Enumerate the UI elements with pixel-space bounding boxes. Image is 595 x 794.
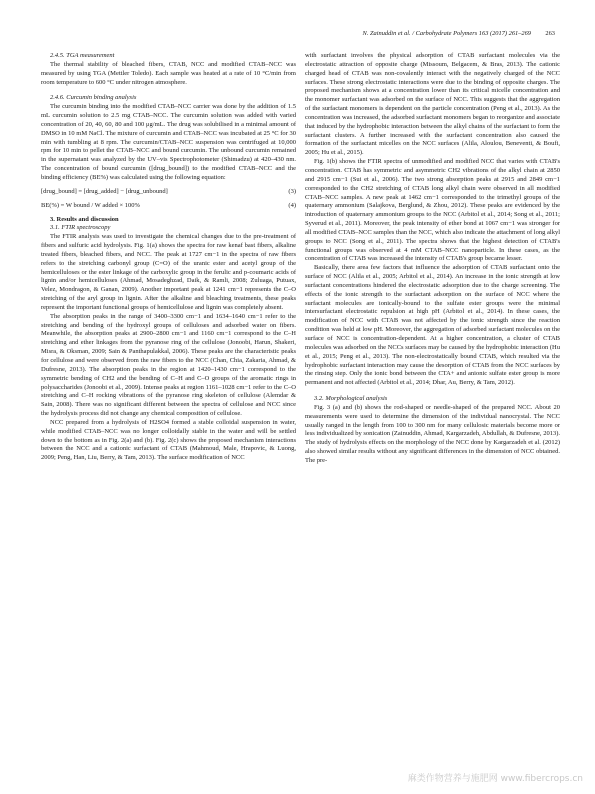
section-heading-ftir: 3.1. FTIR spectroscopy	[50, 224, 111, 232]
paragraph: NCC prepared from a hydrolysis of H2SO4 formed a stable colloidal suspension in water, while modified CTAB–NCC was no longer colloidally stable in the water and will be settled down to the bottom as in Fig. 2(a) and (b). Fig. 2(c) shows the proposed mechanism interactions between the NCC and a cationic surfactant of CTAB (Mahmoud, Male, Hrapovic, & Luong, 2009; Peng, Han, Liu, Berry, & Tam, 2013). The surface modification of NCC	[41, 418, 296, 462]
equation-number: (4)	[288, 201, 296, 209]
watermark: 麻类作物营养与施肥网 www.fibercrops.cn	[407, 774, 583, 784]
paragraph: Fig. 1(b) shows the FTIR spectra of unmodified and modified NCC that varies with CTAB's concentration. CTAB has symmetric and asymmetric CH2 vibrations of the alkyl chain at 2850 and 2915 cm−1 (Sui et al., 2006). The two strong absorption peaks at 2915 and 2849 cm−1 corresponded to the CH2 stretching of CTAB long alkyl chain were observed in all modified CTAB–NCC samples. A new peak at 1462 cm−1 corresponded to the trimethyl groups of the quaternary ammonium (Salajkova, Berglund, & Zhou, 2012). These peaks are evidenced by the introduction of quaternary ammonium groups to the NCC (Arbitol et al., 2014; Song et al., 2011; Syverud et al., 2011). Moreover, the peak intensity of ether bond at 1067 cm−1 was stronger for all modified CTAB–NCC samples than the NCC, which also indicate the attachment of long alkyl groups to NCC (Song et al., 2011). The spectra shows that the highest detection of CTAB's functional groups was observed at 4 mM CTAB–NCC nanoparticle. In these cases, as the concentration of CTAB was increased the intensity of CTAB's group became lesser.	[305, 158, 560, 263]
paragraph: The curcumin binding into the modified CTAB–NCC carrier was done by the addition of 1.5 mL curcumin solution to 2.5 mg CTAB–NCC. The curcumin solution was added with varied concentration of 20, 40, 60, 80 and 100 μg/mL. The drug was solubilised in a minimal amount of DMSO in 10 mM NaCl. The mixture of curcumin and CTAB–NCC was incubated at 25 °C for 30 min with tumbling at 8 rpm. The curcumin/CTAB–NCC suspension was centrifuged at 10,000 rpm for 10 min to pellet the CTAB–NCC and bound curcumin. The unbound curcumin remained in the supernatant was analyzed by the UV–vis Spectrophotometer (Shimadzu) at 420–430 nm. The concentration of bound curcumin ([drug_bound]) to the modified CTAB–NCC and the binding efficiency (BE%) was calculated using the following equation:	[41, 103, 296, 181]
equation-body: BE(%) = W bound / W added × 100%	[41, 201, 140, 209]
paragraph: The absorption peaks in the range of 3400–3300 cm−1 and 1634–1640 cm−1 refer to the stretching and bending of the hydroxyl groups of celluloses and adsorbed water on fibers. Meanwhile, the absorption peaks at 2900–2800 cm−1 and 1160 cm−1 correspond to the C–H stretching and ether linkages from the pyranose ring of the cellulose (Jonoobi, Harun, Shakeri, Misra, & Oksman, 2009; Sain & Panthapulakkal, 2006). These peaks are the characteristic peaks for cellulose and were observed from the raw fibers to the NCC (Chan, Chia, Zakaria, Ahmad, & Dufresne, 2013). The absorption peaks in the region at 1420–1430 cm−1 correspond to the symmetric bending of CH2 and the bending of C–H and C–O groups of the aromatic rings in polysaccharides (Jonoobi et al., 2009). Intense peaks at region 1161–1028 cm−1 refer to the C–O stretching and C–H rocking vibrations of the pyranose ring skeleton of cellulose (Alemdar & Sain, 2008). There was no significant different between the spectra of cellulose and NCC since the hydrolysis process did not change any chemical composition of cellulose.	[41, 312, 296, 418]
left-column	[41, 52, 296, 463]
section-heading-tga: 2.4.5. TGA measurement	[50, 52, 115, 59]
paragraph: The FTIR analysis was used to investigate the chemical changes due to the pre-treatment of fibers and sulfuric acid hydrolysis. Fig. 1(a) shows the spectra for raw kenaf bast fibers, alkaline treated fibers, bleached fibers, and NCC. The peak at 1727 cm−1 in the spectra of raw fibers refers to the stretching carbonyl group (C=O) of the uranic ester and acetyl group of the hemicelluloses or the ester linkage of the carboxylic group in the ferulic and p-coumaric acids of lignin and/or hemicelluloses (Ahmad, Mosadeghzad, Daik, & Ramli, 2008; Zuluaga, Putuax, Velez, Mondragon, & Ganan, 2009). Another important peak at 1241 cm−1 represents the C–O stretching of the aryl group in lignin. After the alkaline and bleaching treatments, these peaks represent the important functional groups of hemicellulose and lignin was completely absent.	[41, 233, 296, 311]
paragraph: Fig. 3 (a) and (b) shows the rod-shaped or needle-shaped of the prepared NCC. About 20 measurements were used to determine the dimension of the individual nanocrystal. The NCC usually ranged in the length from 100 to 300 nm for many cellulosic materials become more or less individualized by sonication (Zainuddin, Ahmad, Kargarzadeh, Abdullah, & Dufresne, 2013). The study of hydrolysis effects on the morphology of the NCC done by Kargarzadeh et al. (2012) also showed similar results without any significant differences in the dimension of NCC obtained. The pre-	[305, 403, 560, 464]
equation-4	[41, 202, 296, 211]
equation-number: (3)	[288, 187, 296, 195]
journal-citation: N. Zainuddin et al. / Carbohydrate Polymers 163 (2017) 261–269	[362, 30, 531, 37]
section-heading-morphology: 3.2. Morphological analysis	[314, 395, 388, 403]
paragraph: with surfactant involves the physical adsorption of CTAB surfactant molecules via the electrostatic attraction of opposite charge (Missoum, Belgacem, & Bras, 2013). The cationic charged head of CTAB was non-covalently interact with the negatively charged of the NCC surfaces. These strong electrostatic interactions were due to the binding of opposite charges. The proposed mechanism shows at a concentration lower than its critical micelle concentration and the monomer surfactant was adsorbed on the surface of NCC. This suggests that the aggregation of the surfactant monomers is dependent on the particle concentration (Peng et al., 2013). As the concentration was increased, the adsorbed surfactant monomers began to reorganize and associate that induced by the hydrophobic interaction between the alkyl chains of the surfactant to form the surfactant clusters. A further increased with the surfactant concentration also caused the formation of the surfactant micelles on the NCC surfaces (Alila, Aloulou, Beneventi, & Boufi, 2005; Hu et al., 2015).	[305, 52, 560, 157]
running-header	[40, 30, 555, 42]
right-column	[305, 52, 560, 466]
equation-body: [drug_bound] = [drug_added] − [drug_unbound]	[41, 187, 168, 195]
paragraph: The thermal stability of bleached fibers, CTAB, NCC and modified CTAB–NCC was measured by using TGA (Mettler Toledo). Each sample was heated at a rate of 10 °C/min from room temperature to 600 °C under nitrogen atmosphere.	[41, 60, 296, 86]
paragraph: Basically, there area few factors that influence the adsorption of CTAB surfactant onto the surface of NCC (Alila et al., 2005; Arbitol et al., 2014). An increase in the ionic strength at low surfactant concentrations hindered the electrostatic adsorption due to the charge screening. The effects of the ionic strength to the surfactant adsorption on the surface of NCC where the surfactant molecules are ionically-bound to the sulfate ester groups were the minimal intersurfactant electrostatic repulsion at high pH (Arbitol et al., 2014). In these cases, the modification of NCC with CTAB was not affected by the ionic strength since the reaction condition was held at low pH. Moreover, the aggregation of adsorbed surfactant molecules on the surface of NCC is concentration-dependent. At a higher concentration, a cluster of CTAB molecules was adsorbed on the NCCs surfaces may be caused by the hydrophobic interaction (Hu et al., 2015; Peng et al., 2013). The non-electrostatically bound CTAB, which resulted via the hydrophobic surfactant interaction may cause the desorption of CTAB from the NCC surfaces by the rinsing step. Only the ionic bond between the CTA+ and anionic sulfate ester group is more permanent and not affected (Arbitol et al., 2014; Dhar, Au, Berry, & Tam, 2012).	[305, 264, 560, 387]
page-number: 263	[545, 30, 555, 37]
section-heading-curcumin: 2.4.6. Curcumin binding analysis	[50, 94, 137, 102]
equation-3	[41, 188, 296, 197]
section-heading-results: 3. Results and discussion	[50, 215, 119, 223]
